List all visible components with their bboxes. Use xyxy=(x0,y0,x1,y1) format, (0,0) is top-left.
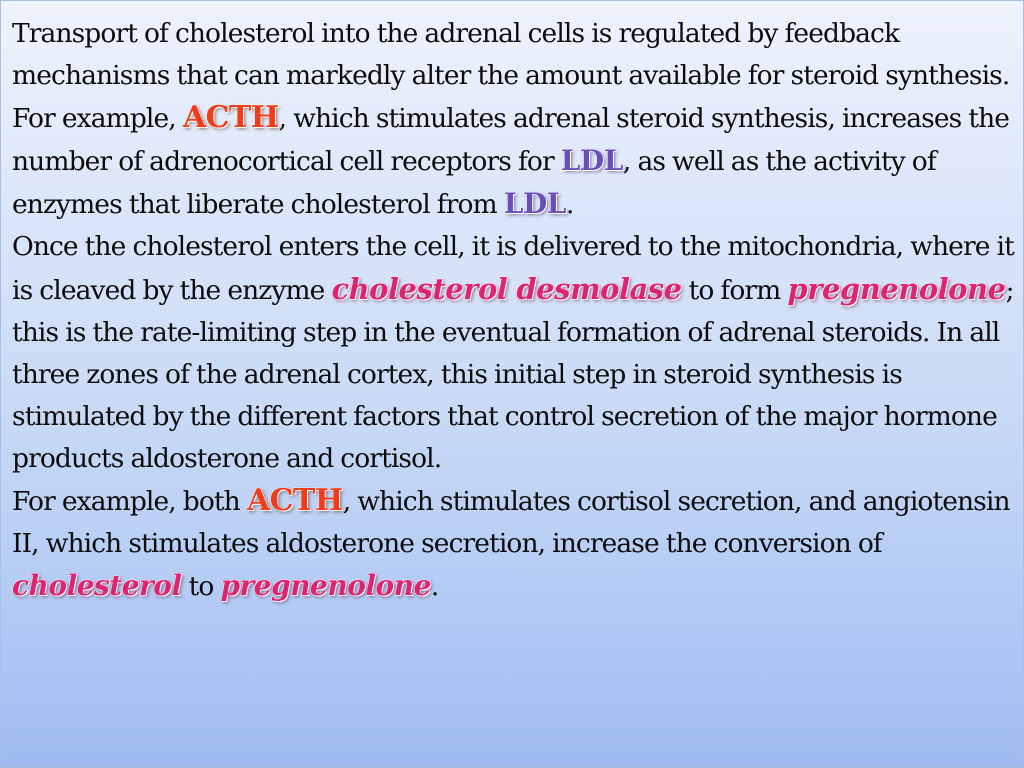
paragraph-3-text-1: For example, both xyxy=(12,486,247,517)
highlight-ldl: LDL xyxy=(503,187,566,220)
paragraph-2 xyxy=(12,226,1017,480)
highlight-acth: ACTH xyxy=(246,483,343,518)
paragraph-1-text-3: , as well as the activity of enzymes that liberate cholesterol from xyxy=(12,146,936,220)
highlight-cholesterol-desmolase: cholesterol desmolase xyxy=(331,272,682,306)
highlight-ldl: LDL xyxy=(560,144,623,177)
paragraph-1 xyxy=(12,13,1017,226)
highlight-acth: ACTH xyxy=(182,100,279,135)
highlight-pregnenolone: pregnenolone xyxy=(220,569,431,602)
paragraph-3-text-4: . xyxy=(430,571,439,602)
paragraph-3-text-3: to xyxy=(181,571,221,602)
paragraph-1-text-2: , which stimulates adrenal steroid synthesis, increases the number of adrenocortical cell receptors for xyxy=(12,103,1010,177)
paragraph-3-text-2: , which stimulates cortisol secretion, and angiotensin II, which stimulates aldosterone secretion, increase the conversion of xyxy=(12,486,1010,559)
highlight-cholesterol: cholesterol xyxy=(12,569,182,602)
paragraph-2-text-3: ; this is the rate-limiting step in the eventual formation of adrenal steroids. In all three zones of the adrenal cortex, this initial step in steroid synthesis is stimulated by the different factors that control secretion of the major hormone products aldosterone and cortisol. xyxy=(12,275,1014,474)
paragraph-2-text-2: to form xyxy=(681,275,788,306)
paragraph-1-text-1: Transport of cholesterol into the adrenal cells is regulated by feedback mechanisms that can markedly alter the amount available for steroid synthesis. For example, xyxy=(12,18,1010,134)
paragraph-3 xyxy=(12,480,1017,608)
slide-body xyxy=(12,13,1017,608)
paragraph-2-text-1: Once the cholesterol enters the cell, it is delivered to the mitochondria, where it is cleaved by the enzyme xyxy=(12,231,1014,306)
paragraph-1-text-4: . xyxy=(565,189,574,220)
highlight-pregnenolone: pregnenolone xyxy=(787,272,1006,306)
